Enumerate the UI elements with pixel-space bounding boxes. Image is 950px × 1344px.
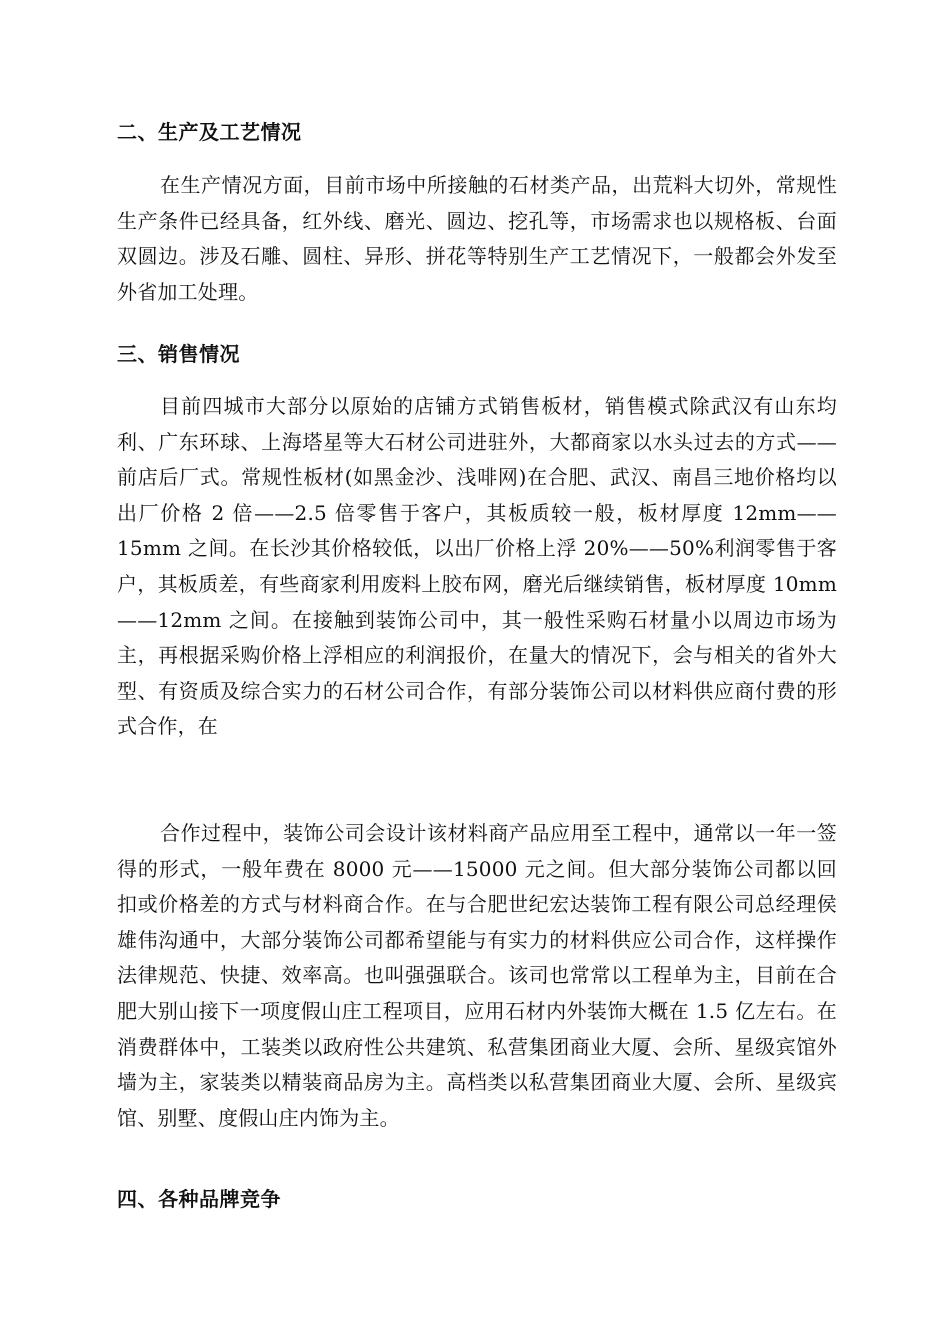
paragraph-sales-1: 目前四城市大部分以原始的店铺方式销售板材，销售模式除武汉有山东均利、广东环球、上海塔星等大石材公司进驻外，大都商家以水头过去的方式——前店后厂式。常规性板材(如黑金沙、浅啡网)在合肥、武汉、南昌三地价格均以出厂价格 2 倍——2.5 倍零售于客户，其板质较一般，板材厚度 12mm——15mm 之间。在长沙其价格较低，以出厂价格上浮 20%——50%利润零售于客户，其板质差，有些商家利用废料上胶布网，磨光后继续销售，板材厚度 10mm——12mm 之间。在接触到装饰公司中，其一般性采购石材量小以周边市场为主，再根据采购价格上浮相应的利润报价，在量大的情况下，会与相关的省外大型、有资质及综合实力的石材公司合作，有部分装饰公司以材料供应商付费的形式合作，在	[117, 394, 837, 739]
section-heading-sales: 三、销售情况	[117, 342, 240, 366]
section-heading-production: 二、生产及工艺情况	[117, 120, 302, 144]
paragraph-sales-2: 合作过程中，装饰公司会设计该材料商产品应用至工程中，通常以一年一签得的形式，一般年费在 8000 元——15000 元之间。但大部分装饰公司都以回扣或价格差的方式与材料商合作。在与合肥世纪宏达装饰工程有限公司总经理侯雄伟沟通中，大部分装饰公司都希望能与有实力的材料供应公司合作，这样操作法律规范、快捷、效率高。也叫强强联合。该司也常常以工程单为主，目前在合肥大别山接下一项度假山庄工程项目，应用石材内外装饰大概在 1.5 亿左右。在消费群体中，工装类以政府性公共建筑、私营集团商业大厦、会所、星级宾馆外墙为主，家装类以精装商品房为主。高档类以私营集团商业大厦、会所、星级宾馆、别墅、度假山庄内饰为主。	[117, 821, 837, 1130]
paragraph-production: 在生产情况方面，目前市场中所接触的石材类产品，出荒料大切外，常规性生产条件已经具备，红外线、磨光、圆边、挖孔等，市场需求也以规格板、台面双圆边。涉及石雕、圆柱、异形、拼花等特别生产工艺情况下，一般都会外发至外省加工处理。	[117, 173, 837, 304]
section-heading-brand-competition: 四、各种品牌竞争	[117, 1187, 281, 1211]
